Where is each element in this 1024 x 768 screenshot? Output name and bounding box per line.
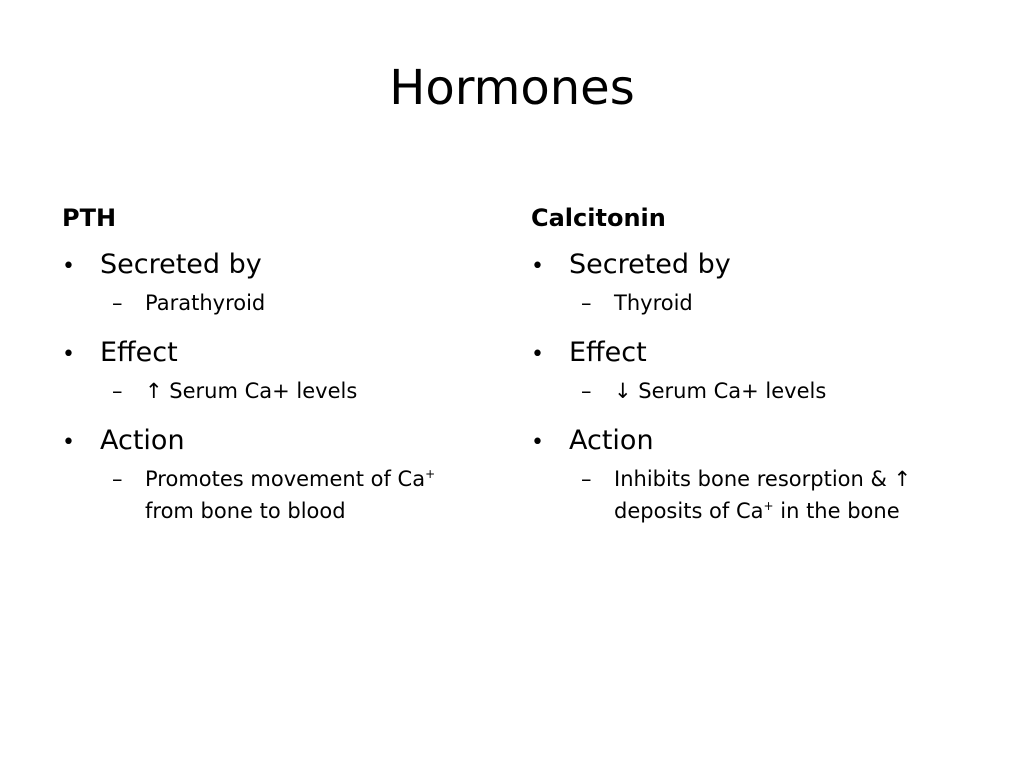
dash-icon: – [112, 467, 123, 491]
action-text-line1: Promotes movement of Ca [145, 467, 426, 491]
item-label: Action [569, 425, 654, 456]
sub-item [581, 287, 971, 319]
bullet-icon: • [531, 430, 544, 455]
up-arrow-icon: ↑ [145, 379, 163, 403]
bullet-row [62, 423, 502, 461]
column-heading: Calcitonin [531, 204, 666, 232]
bullet-icon: • [62, 254, 75, 279]
bullet-icon: • [531, 254, 544, 279]
up-arrow-icon: ↑ [893, 467, 912, 491]
bullet-list [531, 247, 971, 527]
list-item [531, 247, 971, 319]
item-label: Secreted by [100, 249, 262, 280]
sub-item [112, 375, 502, 407]
bullet-icon: • [531, 342, 544, 367]
dash-icon: – [581, 379, 592, 403]
action-text-line2: from bone to blood [145, 499, 346, 523]
action-text-line1: Inhibits bone resorption & [614, 467, 894, 491]
effect-text: Serum Ca+ levels [169, 379, 358, 403]
bullet-row [531, 247, 971, 285]
sub-list [62, 463, 502, 527]
bullet-icon: • [62, 430, 75, 455]
sub-item-text [145, 375, 465, 407]
action-text-line2: deposits of Ca [614, 499, 764, 523]
sub-item [581, 375, 971, 407]
bullet-row [62, 335, 502, 373]
list-item [531, 335, 971, 407]
list-item [62, 247, 502, 319]
sub-item [112, 287, 502, 319]
sub-list [62, 287, 502, 319]
item-label: Effect [100, 337, 178, 368]
list-item [62, 423, 502, 527]
sub-item-text: Thyroid [614, 291, 693, 315]
column-pth [62, 202, 502, 543]
sub-item-text: Parathyroid [145, 291, 266, 315]
item-label: Action [100, 425, 185, 456]
slide-title: Hormones [389, 60, 635, 116]
dash-icon: – [112, 379, 123, 403]
dash-icon: – [112, 291, 123, 315]
sub-list [531, 287, 971, 319]
list-item [531, 423, 971, 527]
sub-item [581, 463, 971, 527]
dash-icon: – [581, 291, 592, 315]
superscript-plus: + [763, 499, 774, 513]
bullet-row [531, 335, 971, 373]
bullet-list [62, 247, 502, 527]
sub-list [531, 463, 971, 527]
action-text-line2-end: in the bone [773, 499, 900, 523]
sub-item-text [614, 463, 934, 527]
sub-item [112, 463, 502, 527]
column-calcitonin [531, 202, 971, 543]
sub-list [531, 375, 971, 407]
bullet-icon: • [62, 342, 75, 367]
column-heading: PTH [62, 204, 117, 232]
sub-item-text [145, 463, 465, 527]
bullet-row [62, 247, 502, 285]
effect-text: Serum Ca+ levels [638, 379, 827, 403]
list-item [62, 335, 502, 407]
dash-icon: – [581, 467, 592, 491]
sub-list [62, 375, 502, 407]
item-label: Effect [569, 337, 647, 368]
item-label: Secreted by [569, 249, 731, 280]
superscript-plus: + [425, 467, 436, 481]
down-arrow-icon: ↓ [614, 379, 632, 403]
bullet-row [531, 423, 971, 461]
sub-item-text [614, 375, 934, 407]
